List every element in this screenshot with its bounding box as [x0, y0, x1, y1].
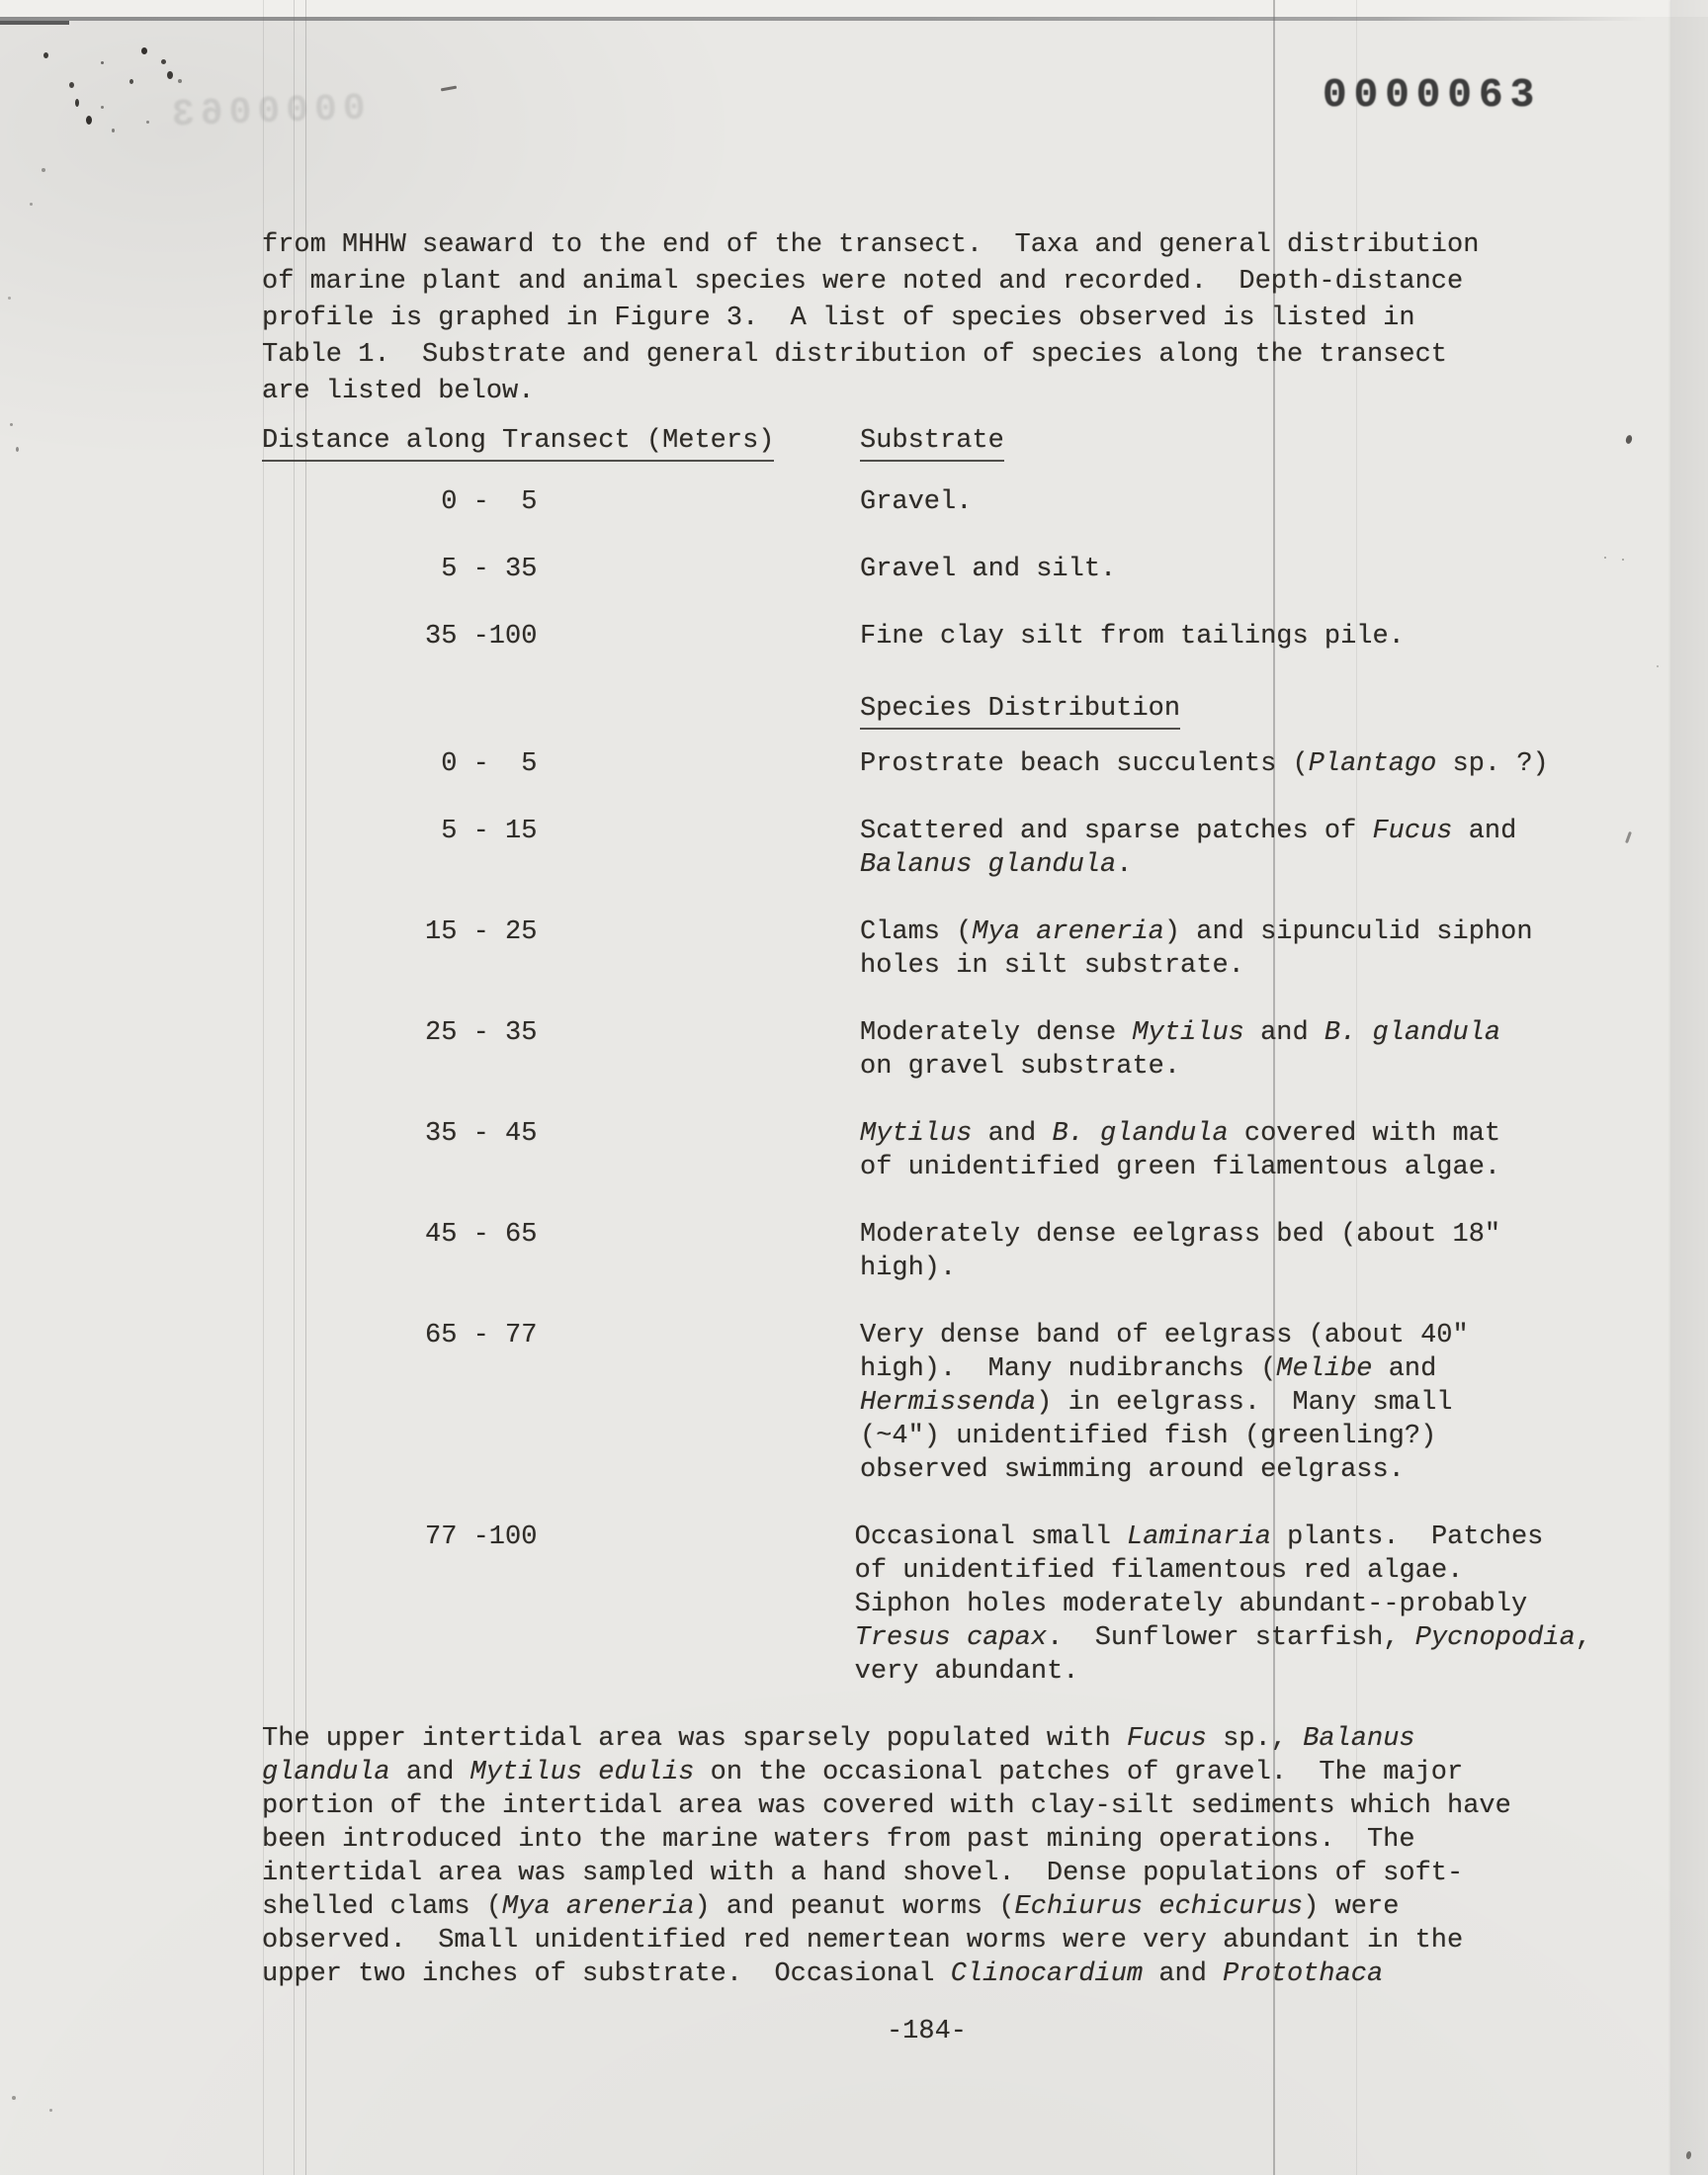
text-segment: holes in silt substrate.: [860, 951, 1244, 981]
ink-speck: [1622, 559, 1624, 561]
ink-speck: [16, 447, 19, 452]
distance-range: 35 -100: [425, 622, 538, 652]
distance-range: 0 - 5: [425, 749, 538, 779]
page-number: -184-: [886, 2017, 967, 2046]
text-segment: high).: [860, 1254, 957, 1283]
distance-range: 25 - 35: [425, 1018, 538, 1048]
text-segment: Moderately dense: [860, 1018, 1133, 1048]
text-line: [855, 1521, 1591, 1554]
text-line: Table 1. Substrate and general distribution of species along the transect: [262, 340, 1447, 370]
text-line: [262, 1823, 1591, 1857]
species-name-italic: Tresus capax: [854, 1623, 1048, 1653]
distance-range: 0 - 5: [425, 487, 538, 517]
table-row: [262, 1521, 1591, 1689]
text-segment: sp.,: [1206, 1724, 1304, 1754]
species-name-italic: Clinocardium: [950, 1959, 1144, 1989]
table-row: [262, 553, 1591, 586]
species-table: [262, 747, 1591, 1722]
substrate-table: [262, 485, 1591, 687]
intro-paragraph: [262, 227, 1591, 410]
text-segment: very abundant.: [854, 1657, 1079, 1687]
row-description: [860, 1319, 1591, 1487]
text-line: [860, 915, 1591, 949]
text-line: [262, 1958, 1591, 1991]
text-segment: portion of the intertidal area was covered with clay-silt sediments which have: [262, 1791, 1511, 1821]
text-segment: Moderately dense eelgrass bed (about 18": [860, 1220, 1501, 1250]
text-line: [855, 1621, 1591, 1655]
text-line: profile is graphed in Figure 3. A list of species observed is listed in: [262, 304, 1415, 333]
pen-dash-mark: [441, 86, 457, 92]
ink-speck: [75, 99, 79, 107]
species-name-italic: Mya areneria: [972, 917, 1164, 947]
text-line: [860, 620, 1591, 653]
text-line: [860, 1319, 1591, 1352]
species-name-italic: Plantago: [1308, 749, 1437, 779]
species-name-italic: Mytilus edulis: [470, 1758, 695, 1787]
text-line: [855, 1588, 1591, 1621]
ink-speck: [161, 59, 166, 64]
text-segment: sp. ?): [1436, 749, 1549, 779]
text-line: are listed below.: [262, 377, 535, 406]
text-line: of marine plant and animal species were noted and recorded. Depth-distance: [262, 267, 1464, 297]
text-segment: and: [389, 1758, 470, 1787]
distance-column-header: Distance along Transect (Meters): [262, 428, 774, 462]
text-segment: ,: [1575, 1623, 1591, 1653]
text-segment: ) and sipunculid siphon: [1163, 917, 1533, 947]
distance-range: 5 - 15: [425, 817, 538, 846]
text-line: [262, 1756, 1591, 1789]
row-description: [860, 747, 1591, 781]
text-line: [860, 848, 1591, 882]
table-row: [262, 915, 1591, 983]
row-description: [860, 1016, 1591, 1084]
text-segment: Prostrate beach succulents (: [860, 749, 1309, 779]
ink-speck: [101, 106, 104, 109]
text-segment: (~4") unidentified fish (greenling?): [860, 1422, 1437, 1451]
ink-speck: [8, 297, 11, 300]
text-segment: Gravel.: [860, 487, 973, 517]
scan-artifact-top-line: [0, 17, 1680, 21]
distance-range: 15 - 25: [425, 917, 538, 947]
text-segment: plants. Patches: [1270, 1522, 1544, 1552]
text-segment: and: [1452, 817, 1517, 846]
page-edge-shadow: [1670, 0, 1708, 2175]
text-segment: ) and peanut worms (: [694, 1892, 1015, 1922]
text-segment: observed swimming around eelgrass.: [860, 1455, 1405, 1485]
text-line: [855, 1554, 1591, 1588]
text-line: [860, 1016, 1591, 1050]
text-segment: The upper intertidal area was sparsely populated with: [262, 1724, 1127, 1754]
ink-speck: [101, 61, 104, 64]
ink-speck: [1657, 665, 1659, 667]
text-segment: Scattered and sparse patches of: [860, 817, 1373, 846]
ink-speck: [43, 52, 48, 58]
ink-speck: [1604, 557, 1606, 559]
ink-speck: [49, 2109, 52, 2112]
species-name-italic: B. glandula: [1052, 1119, 1229, 1149]
text-line: [860, 1117, 1591, 1151]
text-segment: observed. Small unidentified red nemertean worms were very abundant in the: [262, 1926, 1464, 1956]
row-description: [860, 1218, 1591, 1285]
text-segment: Clams (: [860, 917, 973, 947]
text-line: [860, 485, 1591, 519]
text-line: [262, 1890, 1591, 1924]
text-segment: high). Many nudibranchs (: [860, 1354, 1277, 1384]
text-segment: Very dense band of eelgrass (about 40": [860, 1321, 1469, 1350]
distance-range: 77 -100: [425, 1522, 538, 1552]
species-name-italic: Pycnopodia: [1414, 1623, 1576, 1653]
ink-speck: [86, 116, 92, 125]
ink-speck: [10, 423, 13, 426]
row-description: [860, 553, 1591, 586]
species-distribution-header-wrap: [860, 696, 1591, 730]
table-row: [262, 1016, 1591, 1084]
text-segment: and: [1143, 1959, 1224, 1989]
table-header-row: [262, 428, 1591, 462]
distance-header-cell: [262, 428, 860, 462]
text-segment: and: [1372, 1354, 1437, 1384]
row-description: [860, 815, 1591, 882]
text-line: [860, 1453, 1591, 1487]
ink-speck: [129, 79, 133, 84]
document-number-stamp: 0000063: [1323, 73, 1542, 119]
text-segment: . Sunflower starfish,: [1047, 1623, 1415, 1653]
scan-artifact-top-line-dark: [0, 21, 69, 25]
text-line: [860, 747, 1591, 781]
species-name-italic: Echiurus echicurus: [1014, 1892, 1304, 1922]
ink-speck: [12, 2096, 16, 2100]
species-name-italic: Fucus: [1126, 1724, 1207, 1754]
table-row: [262, 485, 1591, 519]
species-name-italic: Laminaria: [1127, 1522, 1271, 1552]
text-line: [860, 1218, 1591, 1252]
text-line: [860, 553, 1591, 586]
ink-speck: [178, 79, 182, 83]
text-segment: .: [1116, 850, 1133, 880]
ink-speck: [1625, 434, 1633, 444]
text-line: [860, 1151, 1591, 1184]
text-line: [262, 1857, 1591, 1890]
row-description: [860, 620, 1591, 653]
text-segment: upper two inches of substrate. Occasional: [262, 1959, 951, 1989]
distance-range: 35 - 45: [425, 1119, 538, 1149]
ink-speck: [1625, 831, 1632, 843]
table-row: [262, 620, 1591, 653]
text-segment: ) were: [1303, 1892, 1400, 1922]
text-segment: of unidentified green filamentous algae.: [860, 1153, 1501, 1182]
distance-range: 45 - 65: [425, 1220, 538, 1250]
text-segment: covered with mat: [1228, 1119, 1501, 1149]
text-segment: and: [972, 1119, 1053, 1149]
text-segment: ) in eelgrass. Many small: [1036, 1388, 1453, 1418]
species-name-italic: Mytilus: [1132, 1018, 1244, 1048]
row-description: [855, 1521, 1591, 1689]
ink-speck: [112, 129, 115, 132]
closing-paragraph: [262, 1722, 1591, 1991]
species-name-italic: Balanus glandula: [860, 850, 1117, 880]
document-body: [262, 227, 1591, 1991]
species-name-italic: Balanus: [1303, 1724, 1415, 1754]
scan-top-strip: [0, 0, 1708, 17]
species-name-italic: Protothaca: [1223, 1959, 1384, 1989]
table-row: [262, 1218, 1591, 1285]
text-segment: of unidentified filamentous red algae.: [854, 1556, 1464, 1586]
species-name-italic: glandula: [262, 1758, 390, 1787]
ghost-stamp-bleedthrough: 0000063: [165, 87, 367, 137]
distance-range: 65 - 77: [425, 1321, 538, 1350]
species-name-italic: Fucus: [1372, 817, 1453, 846]
table-row: [262, 815, 1591, 882]
ink-speck: [69, 82, 74, 88]
ink-speck: [30, 203, 33, 206]
text-line: from MHHW seaward to the end of the transect. Taxa and general distribution: [262, 230, 1480, 260]
text-segment: Fine clay silt from tailings pile.: [860, 622, 1405, 652]
ink-speck: [167, 71, 173, 79]
ink-speck: [146, 121, 149, 124]
substrate-column-header: Substrate: [860, 428, 1004, 462]
text-segment: intertidal area was sampled with a hand shovel. Dense populations of soft-: [262, 1859, 1464, 1888]
species-distribution-header: Species Distribution: [860, 696, 1180, 730]
species-name-italic: Mya areneria: [502, 1892, 695, 1922]
row-description: [860, 1117, 1591, 1184]
substrate-header-cell: [860, 428, 1004, 462]
species-name-italic: Melibe: [1276, 1354, 1373, 1384]
text-line: [262, 1924, 1591, 1958]
species-name-italic: Hermissenda: [860, 1388, 1037, 1418]
text-segment: been introduced into the marine waters from past mining operations. The: [262, 1825, 1415, 1855]
text-line: [860, 1352, 1591, 1386]
text-line: [860, 1386, 1591, 1420]
text-line: [860, 1420, 1591, 1453]
text-line: [860, 815, 1591, 848]
table-row: [262, 1117, 1591, 1184]
species-name-italic: B. glandula: [1324, 1018, 1501, 1048]
text-segment: Gravel and silt.: [860, 555, 1117, 584]
row-description: [860, 485, 1591, 519]
row-description: [860, 915, 1591, 983]
text-segment: on the occasional patches of gravel. The major: [694, 1758, 1464, 1787]
ink-speck: [141, 47, 147, 54]
ink-speck: [42, 168, 45, 172]
text-segment: and: [1243, 1018, 1324, 1048]
text-line: [262, 1722, 1591, 1756]
text-segment: Occasional small: [854, 1522, 1128, 1552]
distance-range: 5 - 35: [425, 555, 538, 584]
text-line: [262, 1789, 1591, 1823]
text-segment: Siphon holes moderately abundant--probably: [854, 1590, 1528, 1619]
species-name-italic: Mytilus: [860, 1119, 973, 1149]
text-line: [860, 949, 1591, 983]
text-line: [860, 1050, 1591, 1084]
table-row: [262, 747, 1591, 781]
text-line: [860, 1252, 1591, 1285]
text-segment: on gravel substrate.: [860, 1052, 1181, 1082]
text-line: [855, 1655, 1591, 1689]
text-segment: shelled clams (: [262, 1892, 503, 1922]
table-row: [262, 1319, 1591, 1487]
